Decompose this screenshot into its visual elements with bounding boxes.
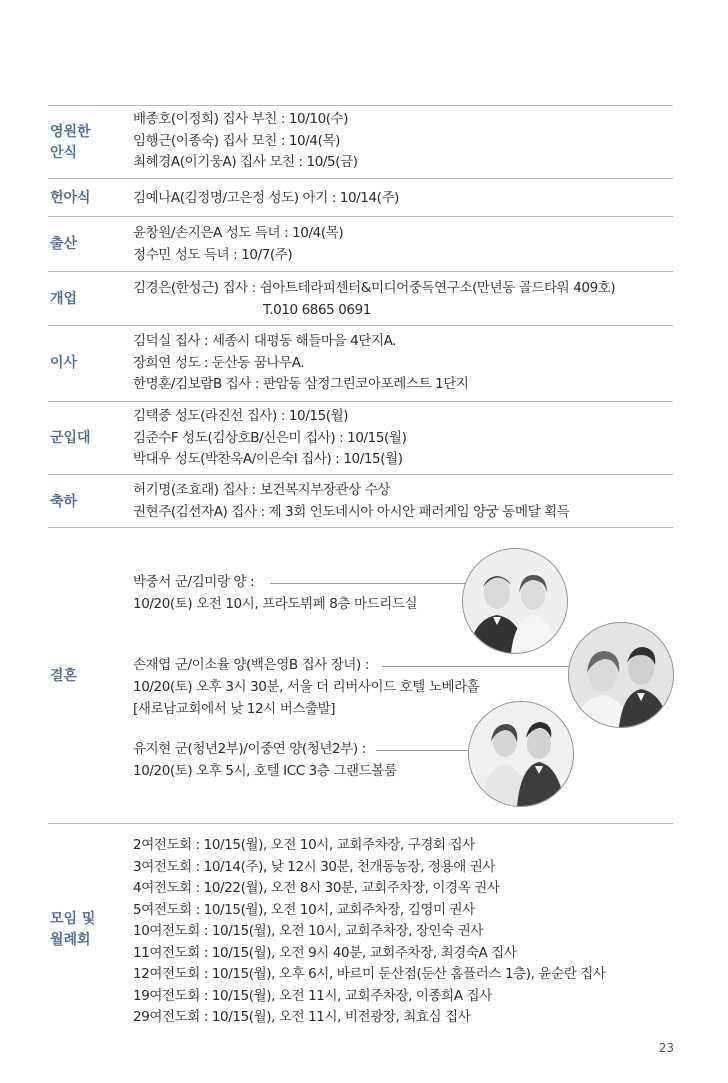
wedding-names-1: 박중서 군/김미랑 양 : — [133, 574, 255, 590]
couple-photo-3 — [468, 701, 574, 807]
section-dedication — [48, 178, 673, 217]
section-opening — [48, 271, 673, 326]
section-label-dedication: 헌아식 — [50, 190, 91, 206]
section-label-congrats: 축하 — [50, 494, 78, 510]
list-item: 임행근(이종숙) 집사 모친 : 10/4(목) — [133, 132, 340, 149]
section-content-memorial — [133, 109, 673, 174]
section-label-wedding: 결혼 — [50, 668, 78, 684]
list-item: 12여전도회 : 10/15(월), 오후 6시, 바르미 둔산점(둔산 홈플러스 1층), 윤순란 집사 — [133, 966, 606, 982]
list-item: 장희연 성도 : 둔산동 꿈나무A. — [133, 354, 305, 371]
list-item: 10여전도회 : 10/15(월), 오전 10시, 교회주차장, 장인숙 권사 — [133, 923, 483, 939]
section-content-congrats — [133, 480, 673, 523]
list-item: 한명훈/김보람B 집사 : 판암동 삼정그린코아포레스트 1단지 — [133, 376, 469, 392]
list-item: 허기명(조효래) 집사 : 보건복지부장관상 수상 — [133, 482, 390, 498]
section-content-birth — [133, 223, 673, 266]
couple-photo-1 — [462, 548, 568, 654]
list-item: 김준수F 성도(김상호B/신은미 집사) : 10/15(월) — [133, 429, 407, 446]
list-item: T.010 6865 0691 — [263, 301, 371, 318]
section-content-meetings — [133, 835, 673, 1029]
wedding-names-3: 유지현 군(청년2부)/이중연 양(청년2부) : — [133, 741, 366, 757]
list-item: 김덕실 집사 : 세종시 대평동 해들마을 4단지A. — [133, 333, 397, 349]
list-item: 11여전도회 : 10/15(월), 오전 9시 40분, 교회주차장, 최경숙A 집사 — [133, 944, 517, 961]
wedding-details-2a: 10/20(토) 오후 3시 30분, 서울 더 리버사이드 호텔 노베라홀 — [133, 679, 480, 695]
section-content-opening — [133, 278, 673, 321]
list-item: 권현주(김선자A) 집사 : 제 3회 인도네시아 아시안 패러게임 양궁 동메달 획득 — [133, 503, 570, 520]
section-meetings — [48, 823, 673, 1025]
section-label-moving: 이사 — [50, 355, 78, 371]
list-item: 정수민 성도 득녀 : 10/7(주) — [133, 246, 293, 263]
list-item: 김택중 성도(라진선 집사) : 10/15(월) — [133, 408, 349, 424]
wedding-details-2b: [새로남교회에서 낮 12시 버스출발] — [133, 701, 336, 717]
section-label-opening: 개업 — [50, 291, 78, 307]
section-content-military — [133, 406, 673, 471]
list-item: 박대우 성도(박찬욱A/이은숙I 집사) : 10/15(월) — [133, 451, 403, 467]
section-congrats — [48, 474, 673, 528]
section-moving — [48, 325, 673, 402]
list-item: 배종호(이정희) 집사 부친 : 10/10(수) — [133, 111, 349, 127]
page-number: 23 — [658, 1041, 674, 1055]
list-item: 29여전도회 : 10/15(월), 오전 11시, 비전광장, 최효심 집사 — [133, 1009, 471, 1025]
section-memorial — [48, 105, 673, 179]
section-label-birth: 출산 — [50, 236, 78, 252]
list-item: 2여전도회 : 10/15(월), 오전 10시, 교회주차장, 구경회 집사 — [133, 837, 475, 853]
section-label-memorial: 영원한 안식 — [50, 124, 91, 161]
wedding-names-2: 손재엽 군/이소율 양(백은영B 집사 장녀) : — [133, 657, 369, 673]
list-item: 김예나A(김정명/고은정 성도) 아기 : 10/14(주) — [133, 190, 400, 206]
section-label-military: 군입대 — [50, 430, 91, 446]
list-item: 3여전도회 : 10/14(주), 낮 12시 30분, 천개동농장, 정용애 권사 — [133, 858, 496, 875]
list-item: 5여전도회 : 10/15(월), 오전 10시, 교회주차장, 김영미 권사 — [133, 901, 475, 918]
couple-photo-2 — [568, 622, 674, 728]
section-military — [48, 401, 673, 475]
wedding-details-3: 10/20(토) 오후 5시, 호텔 ICC 3층 그랜드볼룸 — [133, 763, 397, 779]
list-item: 19여전도회 : 10/15(월), 오전 11시, 교회주차장, 이종희A 집사 — [133, 987, 492, 1004]
list-item: 윤창원/손지은A 성도 득녀 : 10/4(목) — [133, 225, 344, 241]
list-item: 최혜경A(이기웅A) 집사 모친 : 10/5(금) — [133, 154, 358, 170]
leader-line — [376, 750, 468, 751]
section-content-dedication — [133, 188, 673, 210]
list-item: 김경은(한성근) 집사 : 쉼아트테라피센터&미디어중독연구소(만년동 골드타워 409호) — [133, 280, 616, 296]
section-content-moving — [133, 331, 673, 396]
section-birth — [48, 216, 673, 272]
section-label-meetings: 모임 및 월례회 — [50, 911, 96, 948]
wedding-details-1: 10/20(토) 오전 10시, 프라도뷔페 8층 마드리드실 — [133, 596, 418, 612]
list-item: 4여전도회 : 10/22(월), 오전 8시 30분, 교회주차장, 이경옥 권사 — [133, 880, 500, 896]
